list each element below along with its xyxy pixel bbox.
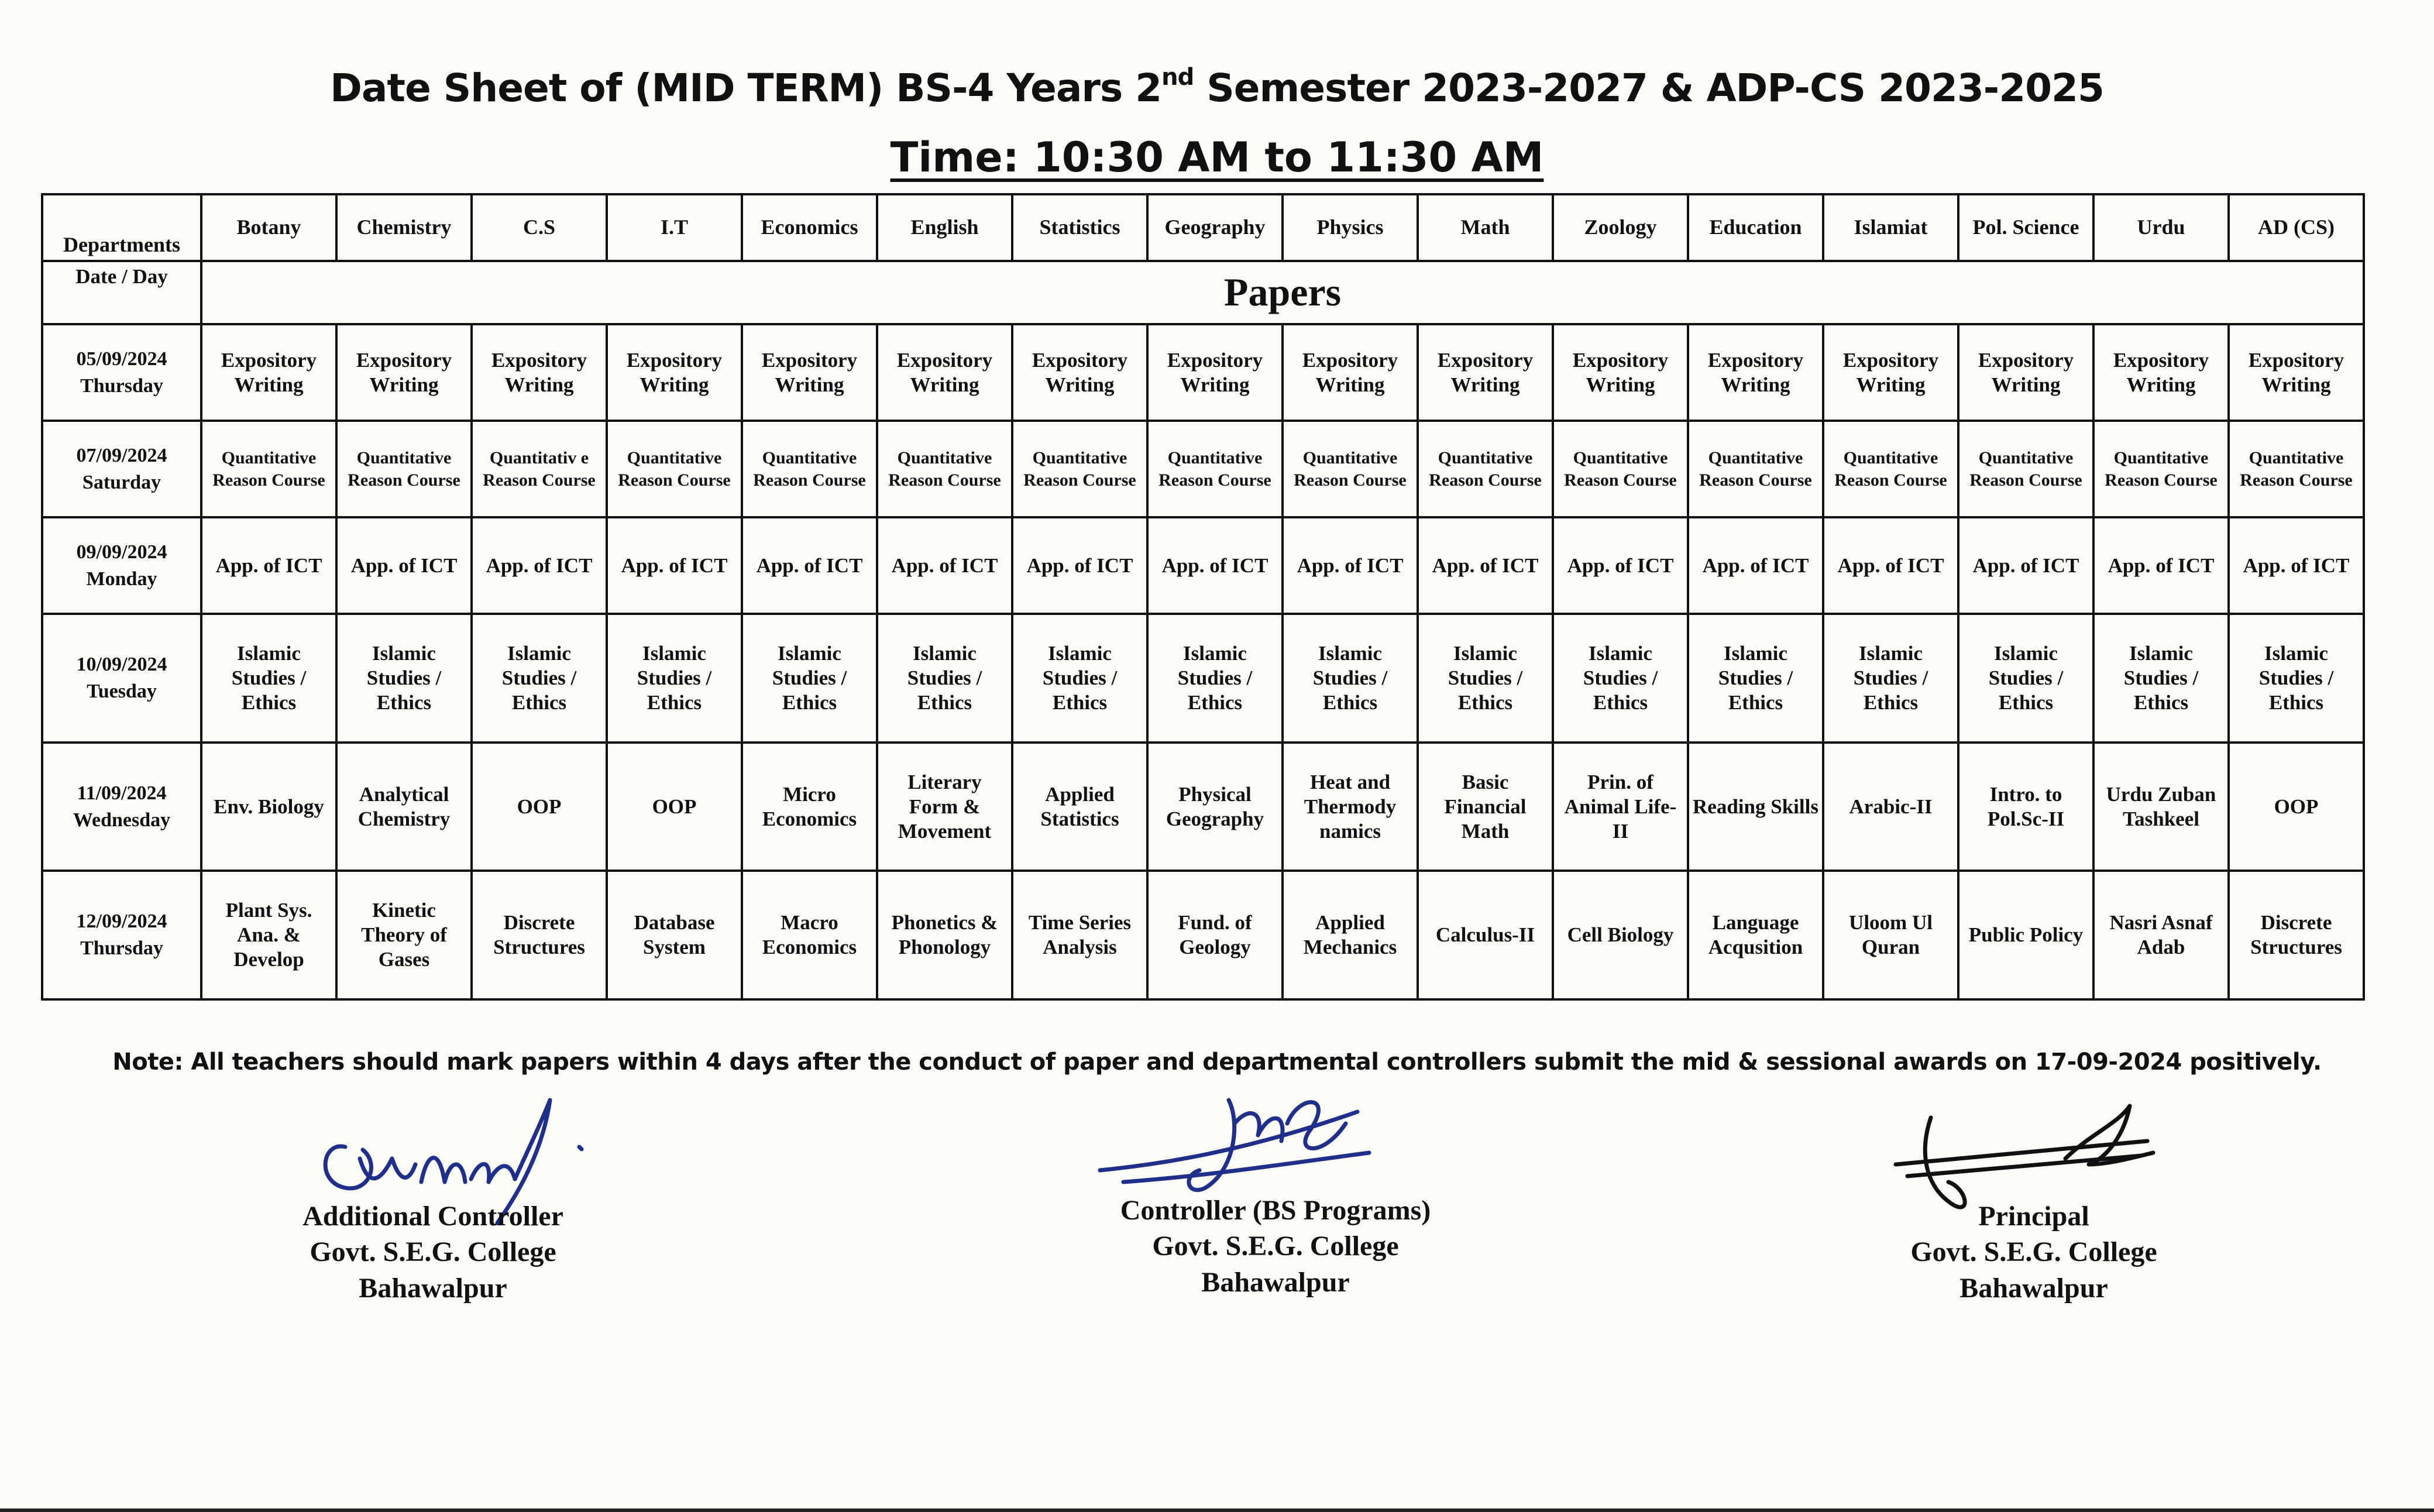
department-header: Chemistry <box>336 194 472 261</box>
paper-cell: Urdu Zuban Tashkeel <box>2093 743 2229 871</box>
department-header: C.S <box>472 194 607 261</box>
exam-day: Wednesday <box>73 809 171 831</box>
schedule-row <box>42 743 2364 871</box>
paper-cell: Expository Writing <box>1147 324 1283 421</box>
department-header: Statistics <box>1012 194 1147 261</box>
paper-cell: Nasri Asnaf Adab <box>2093 871 2229 999</box>
date-day-cell <box>42 421 201 517</box>
paper-cell: Macro Economics <box>742 871 877 999</box>
papers-label: Papers <box>201 261 2364 324</box>
date-day-label: Date / Day <box>42 261 201 324</box>
paper-cell: Micro Economics <box>742 743 877 871</box>
department-header-row <box>42 194 2364 261</box>
paper-cell: Literary Form & Movement <box>877 743 1012 871</box>
paper-cell: Phonetics & Phonology <box>877 871 1012 999</box>
paper-cell: App. of ICT <box>2229 517 2364 614</box>
department-header: Urdu <box>2093 194 2229 261</box>
paper-cell: Quantitative Reason Course <box>742 421 877 517</box>
department-header: AD (CS) <box>2229 194 2364 261</box>
signatory-additional-controller <box>228 1198 638 1306</box>
paper-cell: Arabic-II <box>1823 743 1958 871</box>
department-header: Physics <box>1283 194 1418 261</box>
paper-cell: App. of ICT <box>1418 517 1553 614</box>
exam-date: 05/09/2024 <box>76 348 167 370</box>
paper-cell: Physical Geography <box>1147 743 1283 871</box>
paper-cell: Quantitative Reason Course <box>2229 421 2364 517</box>
signatory-org: Govt. S.E.G. College <box>1910 1236 2157 1268</box>
paper-cell: Reading Skills <box>1688 743 1823 871</box>
date-day-cell <box>42 743 201 871</box>
paper-cell: App. of ICT <box>472 517 607 614</box>
schedule-row <box>42 614 2364 743</box>
exam-date: 07/09/2024 <box>76 444 167 466</box>
signatory-city: Bahawalpur <box>1201 1266 1350 1298</box>
paper-cell: Discrete Structures <box>2229 871 2364 999</box>
paper-cell: App. of ICT <box>1283 517 1418 614</box>
date-day-cell <box>42 324 201 421</box>
department-header: Math <box>1418 194 1553 261</box>
paper-cell: Uloom Ul Quran <box>1823 871 1958 999</box>
exam-day: Thursday <box>80 374 163 397</box>
paper-cell: Expository Writing <box>877 324 1012 421</box>
exam-day: Monday <box>86 568 157 590</box>
date-day-cell <box>42 871 201 999</box>
date-sheet-table <box>41 193 2365 1001</box>
paper-cell: App. of ICT <box>336 517 472 614</box>
paper-cell: Expository Writing <box>1418 324 1553 421</box>
paper-cell: Islamic Studies / Ethics <box>1418 614 1553 743</box>
paper-cell: App. of ICT <box>1147 517 1283 614</box>
department-header: Islamiat <box>1823 194 1958 261</box>
paper-cell: Expository Writing <box>607 324 742 421</box>
signatory-city: Bahawalpur <box>1959 1272 2108 1304</box>
paper-cell: Quantitative Reason Course <box>1553 421 1688 517</box>
exam-day: Thursday <box>80 937 163 960</box>
paper-cell: Quantitative Reason Course <box>1958 421 2093 517</box>
paper-cell: App. of ICT <box>1688 517 1823 614</box>
paper-cell: Islamic Studies / Ethics <box>1688 614 1823 743</box>
exam-date: 12/09/2024 <box>76 910 167 933</box>
controller-signature <box>1088 1088 1393 1205</box>
paper-cell: Islamic Studies / Ethics <box>2229 614 2364 743</box>
paper-cell: Expository Writing <box>1553 324 1688 421</box>
date-day-cell <box>42 517 201 614</box>
paper-cell: App. of ICT <box>877 517 1012 614</box>
paper-cell: Islamic Studies / Ethics <box>1958 614 2093 743</box>
page-bottom-edge <box>0 1508 2434 1512</box>
paper-cell: App. of ICT <box>1823 517 1958 614</box>
paper-cell: OOP <box>607 743 742 871</box>
paper-cell: Quantitative Reason Course <box>336 421 472 517</box>
exam-day: Saturday <box>82 471 161 493</box>
paper-cell: Expository Writing <box>472 324 607 421</box>
paper-cell: Expository Writing <box>1283 324 1418 421</box>
signatory-title: Principal <box>1978 1201 2089 1232</box>
paper-cell: Cell Biology <box>1553 871 1688 999</box>
department-header: Pol. Science <box>1958 194 2093 261</box>
department-header: Education <box>1688 194 1823 261</box>
paper-cell: Applied Mechanics <box>1283 871 1418 999</box>
paper-cell: Quantitative Reason Course <box>877 421 1012 517</box>
document-title: Date Sheet of (MID TERM) BS-4 Years 2nd Semester 2023-2027 & ADP-CS 2023-2025 <box>330 64 2104 111</box>
exam-date: 09/09/2024 <box>76 541 167 563</box>
paper-cell: Discrete Structures <box>472 871 607 999</box>
signatory-controller <box>1071 1193 1480 1300</box>
signatory-org: Govt. S.E.G. College <box>1152 1231 1399 1262</box>
paper-cell: Expository Writing <box>2093 324 2229 421</box>
paper-cell: Quantitativ e Reason Course <box>472 421 607 517</box>
paper-cell: Expository Writing <box>1688 324 1823 421</box>
paper-cell: Expository Writing <box>2229 324 2364 421</box>
paper-cell: Expository Writing <box>1012 324 1147 421</box>
paper-cell: App. of ICT <box>1958 517 2093 614</box>
paper-cell: Islamic Studies / Ethics <box>472 614 607 743</box>
department-header: Geography <box>1147 194 1283 261</box>
paper-cell: App. of ICT <box>607 517 742 614</box>
paper-cell: Quantitative Reason Course <box>2093 421 2229 517</box>
paper-cell: Islamic Studies / Ethics <box>607 614 742 743</box>
paper-cell: App. of ICT <box>1553 517 1688 614</box>
paper-cell: Analytical Chemistry <box>336 743 472 871</box>
paper-cell: App. of ICT <box>1012 517 1147 614</box>
paper-cell: Quantitative Reason Course <box>1823 421 1958 517</box>
paper-cell: Heat and Thermody namics <box>1283 743 1418 871</box>
paper-cell: Language Acqusition <box>1688 871 1823 999</box>
schedule-row <box>42 324 2364 421</box>
paper-cell: App. of ICT <box>2093 517 2229 614</box>
date-day-cell <box>42 614 201 743</box>
exam-date: 10/09/2024 <box>76 654 167 676</box>
paper-cell: Quantitative Reason Course <box>1012 421 1147 517</box>
paper-cell: Quantitative Reason Course <box>1283 421 1418 517</box>
paper-cell: Expository Writing <box>1823 324 1958 421</box>
paper-cell: Basic Financial Math <box>1418 743 1553 871</box>
department-header: English <box>877 194 1012 261</box>
paper-cell: Prin. of Animal Life-II <box>1553 743 1688 871</box>
paper-cell: Intro. to Pol.Sc-II <box>1958 743 2093 871</box>
paper-cell: Expository Writing <box>1958 324 2093 421</box>
paper-cell: Fund. of Geology <box>1147 871 1283 999</box>
note-text: Note: All teachers should mark papers within 4 days after the conduct of paper and departmental controllers submit the mid & sessional awards on 17-09-2024 positively. <box>112 1049 2322 1075</box>
paper-cell: Islamic Studies / Ethics <box>1283 614 1418 743</box>
paper-cell: Islamic Studies / Ethics <box>2093 614 2229 743</box>
schedule-row <box>42 871 2364 999</box>
paper-cell: Kinetic Theory of Gases <box>336 871 472 999</box>
paper-cell: Calculus-II <box>1418 871 1553 999</box>
paper-cell: OOP <box>472 743 607 871</box>
signatory-org: Govt. S.E.G. College <box>310 1236 556 1268</box>
paper-cell: App. of ICT <box>201 517 336 614</box>
paper-cell: Islamic Studies / Ethics <box>877 614 1012 743</box>
department-header: Economics <box>742 194 877 261</box>
paper-cell: Expository Writing <box>201 324 336 421</box>
signatory-principal <box>1829 1198 2239 1306</box>
paper-cell: Applied Statistics <box>1012 743 1147 871</box>
department-header: Zoology <box>1553 194 1688 261</box>
paper-cell: Expository Writing <box>742 324 877 421</box>
paper-cell: Quantitative Reason Course <box>1688 421 1823 517</box>
paper-cell: Database System <box>607 871 742 999</box>
paper-cell: Quantitative Reason Course <box>1418 421 1553 517</box>
paper-cell: Quantitative Reason Course <box>607 421 742 517</box>
paper-cell: Islamic Studies / Ethics <box>201 614 336 743</box>
paper-cell: App. of ICT <box>742 517 877 614</box>
exam-time-text: Time: 10:30 AM to 11:30 AM <box>890 133 1544 181</box>
schedule-row <box>42 421 2364 517</box>
paper-cell: Env. Biology <box>201 743 336 871</box>
signatory-title: Additional Controller <box>302 1201 563 1232</box>
signatory-city: Bahawalpur <box>359 1272 507 1304</box>
schedule-row <box>42 517 2364 614</box>
paper-cell: Islamic Studies / Ethics <box>742 614 877 743</box>
paper-cell: Islamic Studies / Ethics <box>1823 614 1958 743</box>
paper-cell: OOP <box>2229 743 2364 871</box>
paper-cell: Time Series Analysis <box>1012 871 1147 999</box>
paper-cell: Quantitative Reason Course <box>201 421 336 517</box>
papers-row <box>42 261 2364 324</box>
department-header: I.T <box>607 194 742 261</box>
paper-cell: Public Policy <box>1958 871 2093 999</box>
paper-cell: Expository Writing <box>336 324 472 421</box>
paper-cell: Islamic Studies / Ethics <box>1553 614 1688 743</box>
exam-date: 11/09/2024 <box>77 782 167 804</box>
paper-cell: Quantitative Reason Course <box>1147 421 1283 517</box>
signatory-title: Controller (BS Programs) <box>1120 1195 1431 1226</box>
exam-time <box>0 133 2434 181</box>
paper-cell: Islamic Studies / Ethics <box>1147 614 1283 743</box>
paper-cell: Plant Sys. Ana. & Develop <box>201 871 336 999</box>
department-header: Botany <box>201 194 336 261</box>
paper-cell: Islamic Studies / Ethics <box>336 614 472 743</box>
paper-cell: Islamic Studies / Ethics <box>1012 614 1147 743</box>
departments-label: Departments <box>42 194 201 261</box>
exam-day: Tuesday <box>87 681 157 703</box>
